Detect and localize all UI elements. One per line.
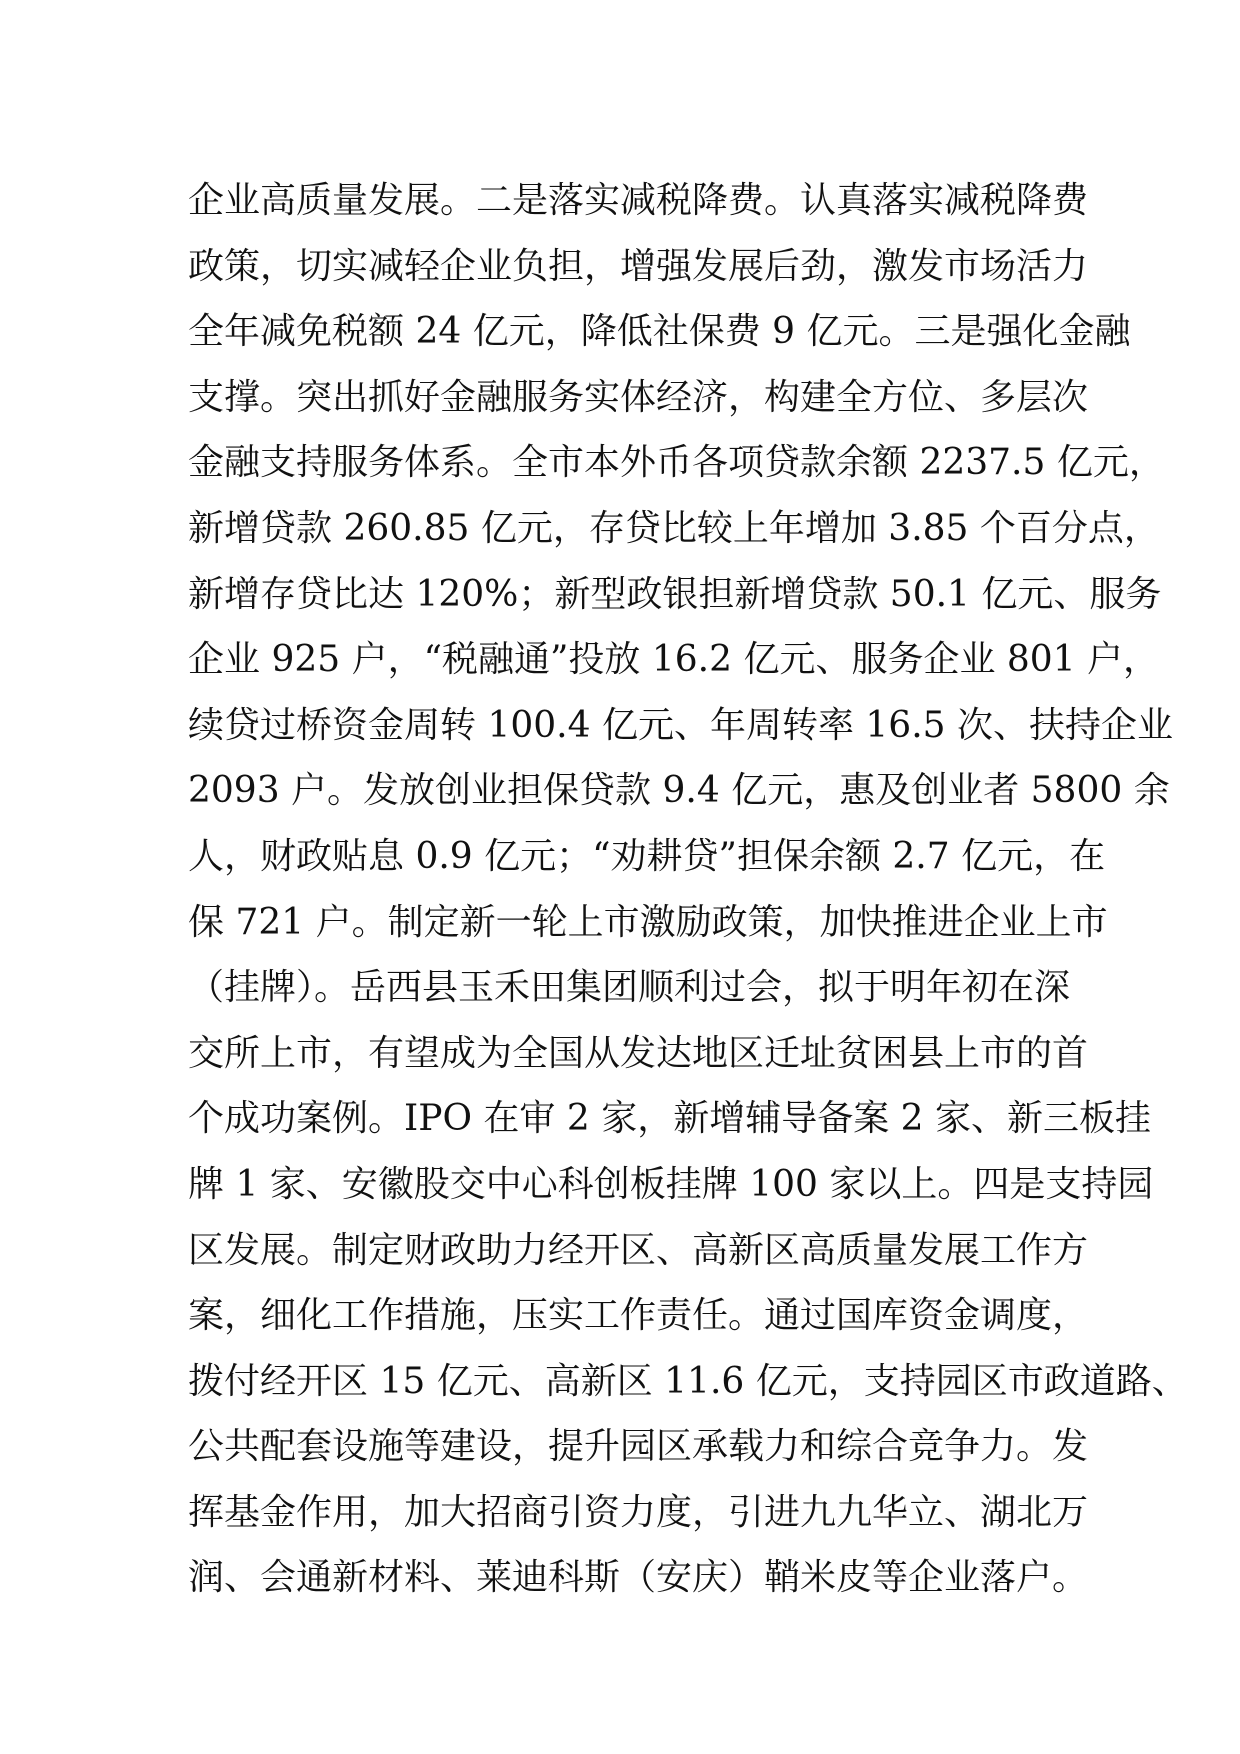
- text-line: 个成功案例。IPO 在审 2 家，新增辅导备案 2 家、新三板挂: [188, 1098, 1151, 1140]
- text-line: 续贷过桥资金周转 100.4 亿元、年周转率 16.5 次、扶持企业: [188, 704, 1173, 746]
- text-line: 拨付经开区 15 亿元、高新区 11.6 亿元，支持园区市政道路、: [188, 1360, 1188, 1402]
- text-line: 案，细化工作措施，压实工作责任。通过国库资金调度，: [188, 1295, 1089, 1337]
- body-paragraph: [188, 168, 1188, 1611]
- text-line: 牌 1 家、安徽股交中心科创板挂牌 100 家以上。四是支持园: [188, 1163, 1154, 1205]
- text-line: 企业高质量发展。二是落实减税降费。认真落实减税降费: [188, 180, 1089, 221]
- text-line: 支撑。突出抓好金融服务实体经济，构建全方位、多层次: [188, 376, 1089, 418]
- text-line: （挂牌）。岳西县玉禾田集团顺利过会，拟于明年初在深: [188, 967, 1071, 1009]
- text-line: 公共配套设施等建设，提升园区承载力和综合竞争力。发: [188, 1426, 1089, 1468]
- text-line: 保 721 户。制定新一轮上市激励政策，加快推进企业上市: [188, 901, 1108, 943]
- text-line: 新增贷款 260.85 亿元，存贷比较上年增加 3.85 个百分点，: [188, 507, 1160, 549]
- text-line: 全年减免税额 24 亿元，降低社保费 9 亿元。三是强化金融: [188, 311, 1131, 353]
- text-line: 润、会通新材料、莱迪科斯（安庆）鞘米皮等企业落户。: [188, 1557, 1089, 1599]
- text-line: 政策，切实减轻企业负担，增强发展后劲，激发市场活力: [188, 245, 1089, 287]
- text-line: 人，财政贴息 0.9 亿元；“劝耕贷”担保余额 2.7 亿元，在: [188, 835, 1106, 877]
- text-line: 新增存贷比达 120%；新型政银担新增贷款 50.1 亿元、服务: [188, 573, 1162, 615]
- text-line: 交所上市，有望成为全国从发达地区迁址贫困县上市的首: [188, 1032, 1089, 1074]
- text-line: 2093 户。发放创业担保贷款 9.4 亿元，惠及创业者 5800 余: [188, 770, 1170, 812]
- text-line: 金融支持服务体系。全市本外币各项贷款余额 2237.5 亿元，: [188, 442, 1165, 484]
- text-line: 区发展。制定财政助力经开区、高新区高质量发展工作方: [188, 1229, 1089, 1271]
- text-line: 挥基金作用，加大招商引资力度，引进九九华立、湖北万: [188, 1491, 1089, 1533]
- text-line: 企业 925 户，“税融通”投放 16.2 亿元、服务企业 801 户，: [188, 639, 1160, 681]
